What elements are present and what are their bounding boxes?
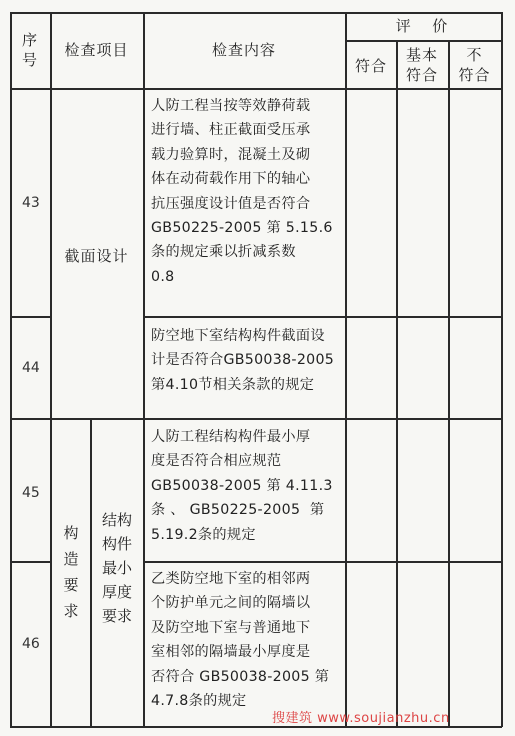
header-pass: 符合 [354,57,387,75]
eval-divider [345,40,502,42]
section-design-label: 截面设计 [64,247,129,265]
col-divider [396,40,398,727]
header-evaluation: 评 价 [395,17,452,35]
col-divider [143,12,145,727]
min-thickness-requirement-label: 结构 构件 最小 厚度 要求 [101,511,132,625]
header-basic-pass: 基本 符合 [405,46,438,84]
col-divider [448,40,450,727]
table-border-top [10,12,502,14]
header-bottom-border [10,88,502,90]
header-content: 检查内容 [211,41,276,59]
construction-requirement-label: 构 造 要 求 [63,524,79,620]
row-number: 46 [22,636,40,652]
row-number: 43 [22,195,40,211]
site-watermark: 搜建筑 www.soujianzhu.cn [272,711,450,726]
check-content: 乙类防空地下室的相邻两 个防护单元之间的隔墙以 及防空地下室与普通地下 室相邻的隔墙最小厚度是 否符合 GB50038-2005 第 4.7.8条的规定 [151,571,330,710]
table-border-bottom [10,726,502,728]
col-divider [345,12,347,727]
row-divider [10,418,502,420]
header-item: 检查项目 [64,41,129,59]
table-border-left [10,12,12,727]
row-number: 44 [22,360,40,376]
check-content: 防空地下室结构构件截面设 计是否符合GB50038-2005 第4.10节相关条款的规定 [151,328,335,393]
check-content: 人防工程当按等效静荷载 进行墙、柱正截面受压承 载力验算时，混凝土及砌 体在动荷载作用下的轴心 抗压强度设计值是否符合 GB50225-2005 第 5.15.6 条的规定乘以折减系数 0.8 [151,98,333,285]
header-seq: 序 号 [21,31,38,69]
row-divider [10,316,50,318]
row-number: 45 [22,485,40,501]
table-border-right [501,12,503,727]
header-fail: 不 符合 [458,46,491,84]
row-divider [10,561,50,563]
check-content: 人防工程结构构件最小厚 度是否符合相应规范 GB50038-2005 第 4.11.3 条 、 GB50225-2005 第 5.19.2条的规定 [151,429,333,543]
